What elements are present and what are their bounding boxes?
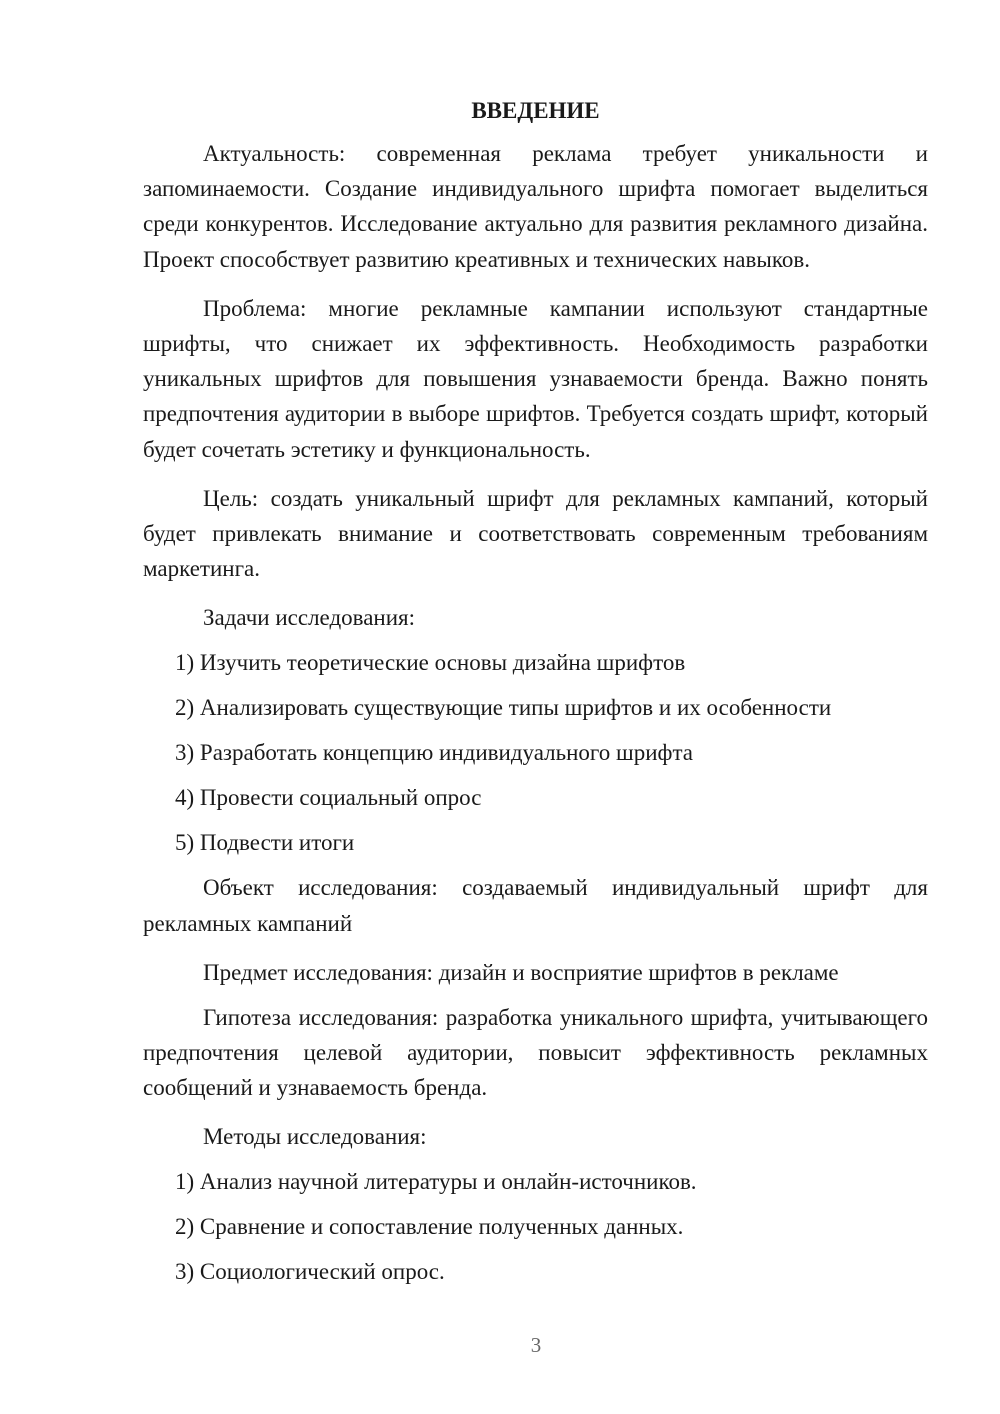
tasks-list xyxy=(143,645,928,860)
task-item: 4) Провести социальный опрос xyxy=(175,785,482,811)
goal-paragraph: Цель: создать уникальный шрифт для рекламных кампаний, который будет привлекать внимание и соответствовать современным требованиям маркетинга. xyxy=(143,485,928,582)
methods-label: Методы исследования: xyxy=(203,1124,427,1150)
method-item: 2) Сравнение и сопоставление полученных данных. xyxy=(175,1214,684,1240)
method-item: 3) Социологический опрос. xyxy=(175,1259,445,1285)
object-paragraph: Объект исследования: создаваемый индивидуальный шрифт для рекламных кампаний xyxy=(143,875,928,936)
task-item: 3) Разработать концепцию индивидуального шрифта xyxy=(175,740,693,766)
methods-list xyxy=(143,1164,928,1289)
tasks-label: Задачи исследования: xyxy=(203,605,416,631)
method-item: 1) Анализ научной литературы и онлайн-источников. xyxy=(175,1169,697,1195)
task-item: 1) Изучить теоретические основы дизайна шрифтов xyxy=(175,650,686,676)
subject-paragraph: Предмет исследования: дизайн и восприятие шрифтов в рекламе xyxy=(203,959,839,985)
relevance-paragraph: Актуальность: современная реклама требует уникальности и запоминаемости. Создание индивидуального шрифта помогает выделиться среди конкурентов. Исследование актуально для развития рекламного дизайна. Проект способствует развитию креативных и технических навыков. xyxy=(143,141,928,272)
problem-paragraph: Проблема: многие рекламные кампании используют стандартные шрифты, что снижает их эффективность. Необходимость разработки уникальных шрифтов для повышения узнаваемости бренда. Важно понять предпочтения аудитории в выборе шрифтов. Требуется создать шрифт, который будет сочетать эстетику и функциональность. xyxy=(143,295,928,462)
task-item: 2) Анализировать существующие типы шрифтов и их особенности xyxy=(175,695,832,721)
section-title: ВВЕДЕНИЕ xyxy=(471,98,600,123)
page-number: 3 xyxy=(530,1333,542,1357)
hypothesis-paragraph: Гипотеза исследования: разработка уникального шрифта, учитывающего предпочтения целевой аудитории, повысит эффективность рекламных сообщений и узнаваемость бренда. xyxy=(143,1004,928,1101)
document-page xyxy=(143,96,928,1299)
task-item: 5) Подвести итоги xyxy=(175,830,355,856)
